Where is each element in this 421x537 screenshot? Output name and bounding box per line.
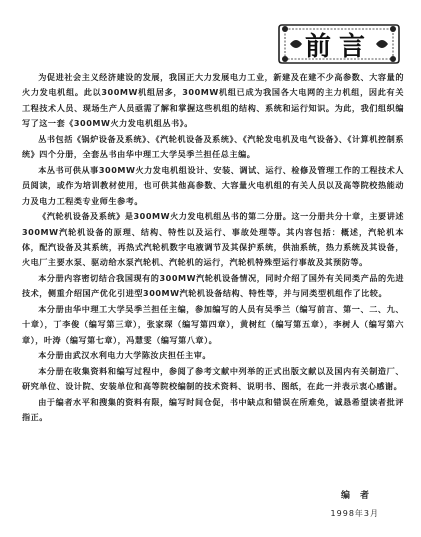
signature: 编者 <box>340 491 379 501</box>
paragraph: 本分册由华中理工大学吴季兰担任主编，参加编写的人员有吴季兰（编写前言、第一、二、九、十章），丁李俊（编写第三章），张家琛（编写第四章），黄树红（编写第五章），李树人（编写第六章），叶涛（编写第七章），冯慧雯（编写第八章）。 <box>22 303 404 345</box>
paragraph: 本分册在收集资料和编写过程中，参阅了参考文献中列举的正式出版文献以及国内有关制造厂、研究单位、设计院、安装单位和高等院校编制的技术资料、说明书、图纸，在此一并表示衷心感谢。 <box>22 365 404 392</box>
paragraph: 本分册内容密切结合我国现有的300MW汽轮机设备情况，同时介绍了国外有关同类产品的先进技术，侧重介绍国产优化引进型300MW汽轮机设备结构、特性等，并与同类型机组作了比较。 <box>22 272 404 299</box>
paragraph: 由于编者水平和搜集的资料有限，编写时间仓促，书中缺点和错误在所难免，诚恳希望读者批评指正。 <box>22 396 404 422</box>
paragraph: 丛书包括《锅炉设备及系统》、《汽轮机设备及系统》、《汽轮发电机及电气设备》、《计算机控制系统》四个分册，全套丛书由华中理工大学吴季兰担任总主编。 <box>22 133 404 160</box>
date: 1998年3月 <box>330 509 379 518</box>
paragraph: 本丛书可供从事300MW火力发电机组设计、安装、调试、运行、检修及管理工作的工程技术人员阅读，或作为培训教材使用，也可供其他高参数、大容量火电机组的有关人员以及高等院校热能动力及电力工程类专业师生参考。 <box>22 164 404 206</box>
paragraph: 为促进社会主义经济建设的发展，我国正大力发展电力工业，新建及在建不少高参数、大容量的火力发电机组。此以300MW机组居多，300MW机组已成为我国各大电网的主力机组，因此有关工程技术人员、现场生产人员亟需了解和掌握这些机组的结构、系统和运行知识。为此，我们组织编写了这一套《300MW火力发电机组丛书》。 <box>22 72 404 129</box>
paragraph: 《汽轮机设备及系统》是300MW火力发电机组丛书的第二分册。这一分册共分十章，主要讲述300MW汽轮机设备的原理、结构、特性以及运行、事故处理等。其内容包括：概述，汽轮机本体，配汽设备及其系统，再热式汽轮机数字电液调节及其保护系统，供油系统，热力系统及其设备，火电厂主要水泵、驱动给水泵汽轮机、汽轮机的运行，汽轮机特殊型运行事故及其预防等。 <box>22 211 404 268</box>
page-title: 前言 <box>304 31 373 62</box>
body-text <box>22 70 404 425</box>
paragraph: 本分册由武汉水利电力大学陈汝庆担任主审。 <box>38 350 212 361</box>
heading-box <box>276 22 402 66</box>
